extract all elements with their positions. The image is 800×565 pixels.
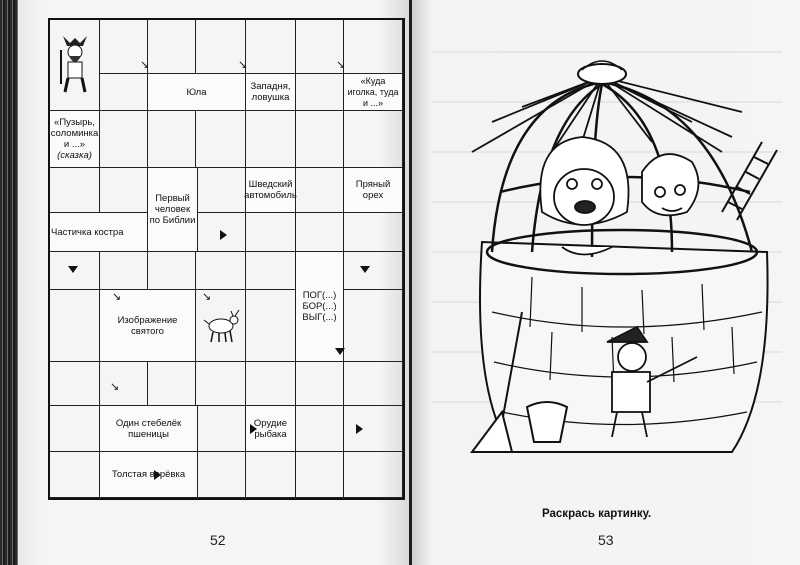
grid-cell[interactable]	[344, 290, 403, 362]
grid-cell[interactable]	[296, 111, 344, 168]
grid-cell[interactable]	[100, 111, 148, 168]
grid-cell[interactable]	[344, 252, 403, 290]
grid-cell[interactable]	[246, 290, 296, 362]
grid-cell[interactable]	[296, 74, 344, 111]
grid-cell[interactable]	[196, 111, 246, 168]
pointer-triangle-icon	[360, 266, 370, 273]
viking-icon	[55, 34, 95, 94]
left-page	[18, 0, 410, 565]
grid-cell[interactable]	[100, 252, 148, 290]
clue-bubble	[50, 111, 100, 168]
grid-cell[interactable]	[148, 111, 196, 168]
grid-cell[interactable]	[344, 406, 403, 452]
grid-cell[interactable]	[246, 452, 296, 498]
grid-cell[interactable]	[296, 213, 344, 252]
clue-fishing-tool: Орудие рыбака	[246, 406, 296, 452]
arrow-down-right-icon: ↘	[110, 381, 120, 393]
grid-cell[interactable]	[246, 362, 296, 406]
clue-trap: Западня, ловушка	[246, 74, 296, 111]
clue-bubble-note: (сказка)	[57, 150, 92, 161]
clue-bubble-text: «Пузырь, соломинка и ...»	[50, 117, 99, 150]
clue-spicy-nut: Пряный орех	[344, 168, 403, 213]
grid-cell[interactable]	[246, 20, 296, 74]
grid-cell[interactable]	[100, 362, 148, 406]
grid-cell[interactable]	[100, 74, 148, 111]
grid-cell[interactable]	[246, 252, 296, 290]
grid-cell[interactable]	[100, 168, 148, 213]
ending-3: ВЫГ(...)	[302, 312, 337, 323]
grid-cell[interactable]	[344, 20, 403, 74]
grid-cell[interactable]	[148, 252, 196, 290]
grid-cell[interactable]	[246, 111, 296, 168]
grid-cell[interactable]	[344, 452, 403, 498]
grid-cell[interactable]	[148, 20, 196, 74]
grid-cell[interactable]	[50, 168, 100, 213]
grid-cell[interactable]	[198, 452, 246, 498]
grid-cell[interactable]	[198, 168, 246, 213]
right-page	[412, 0, 800, 565]
grid-cell[interactable]	[50, 362, 100, 406]
coloring-picture	[432, 12, 782, 462]
clue-swedish-car: Шведский автомобиль	[246, 168, 296, 213]
clue-needle: «Куда иголка, туда и ...»	[344, 74, 403, 111]
arrow-down-right-icon: ↘	[238, 59, 248, 71]
grid-cell[interactable]	[198, 406, 246, 452]
ending-2: БОР(...)	[302, 301, 337, 312]
grid-cell[interactable]	[296, 452, 344, 498]
pointer-triangle-icon	[220, 230, 227, 240]
goat-icon	[201, 308, 241, 344]
arrow-down-right-icon: ↘	[140, 59, 150, 71]
pointer-triangle-icon	[68, 266, 78, 273]
pointer-triangle-icon	[356, 424, 363, 434]
grid-cell[interactable]	[296, 406, 344, 452]
arrow-down-right-icon: ↘	[202, 291, 212, 303]
clue-thick-rope: Толстая верёвка	[100, 452, 198, 498]
grid-cell[interactable]	[344, 213, 403, 252]
clue-yula: Юла	[148, 74, 246, 111]
grid-cell[interactable]	[296, 168, 344, 213]
grid-cell[interactable]	[246, 213, 296, 252]
clue-first-man: Первый человек по Библии	[148, 168, 198, 252]
page-number-right: 53	[598, 532, 614, 548]
pointer-triangle-icon	[250, 424, 257, 434]
grid-cell[interactable]	[296, 362, 344, 406]
clue-fire-part: Частичка костра	[50, 213, 148, 252]
grid-cell[interactable]	[148, 362, 196, 406]
clue-wheat-stem: Один стебелёк пшеницы	[100, 406, 198, 452]
arrow-down-right-icon: ↘	[112, 291, 122, 303]
arrow-down-right-icon: ↘	[336, 59, 346, 71]
ending-1: ПОГ(...)	[302, 290, 337, 301]
grid-cell[interactable]	[50, 452, 100, 498]
grid-cell[interactable]	[196, 362, 246, 406]
page-number-left: 52	[210, 532, 226, 548]
pointer-triangle-icon	[335, 348, 345, 355]
grid-cell[interactable]	[344, 111, 403, 168]
coloring-caption: Раскрась картинку.	[542, 508, 652, 520]
book-edge	[0, 0, 18, 565]
clue-saint-image: Изображение святого	[100, 290, 196, 362]
grid-cell[interactable]	[50, 406, 100, 452]
grid-cell[interactable]	[50, 290, 100, 362]
viking-cell	[50, 20, 100, 111]
clue-endings	[296, 252, 344, 362]
crossword-grid	[48, 18, 405, 500]
grid-cell[interactable]	[344, 362, 403, 406]
pointer-triangle-icon	[154, 470, 161, 480]
grid-cell[interactable]	[196, 252, 246, 290]
